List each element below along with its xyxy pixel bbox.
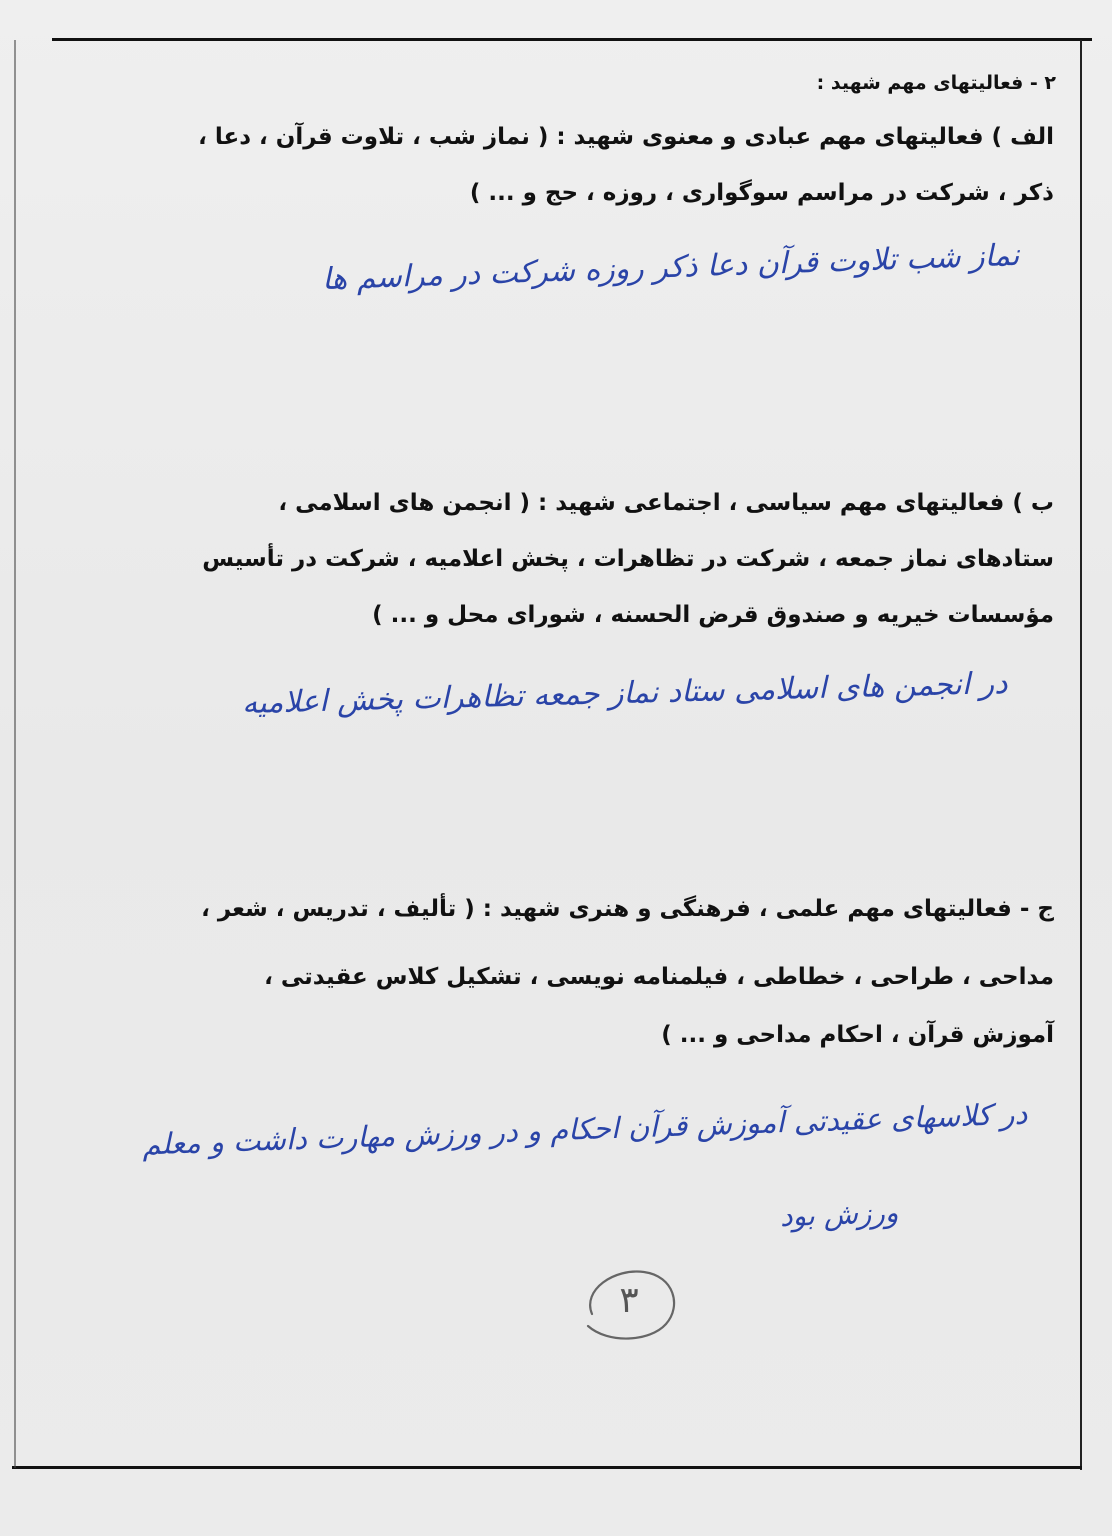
- part-be-line-3: مؤسسات خیریه و صندوق قرض الحسنه ، شورای محل و ... ): [372, 602, 1054, 628]
- part-be-line-2: ستادهای نماز جمعه ، شرکت در تظاهرات ، پخش اعلامیه ، شرکت در تأسیس: [202, 546, 1054, 572]
- page-frame-right-rule: [1080, 40, 1082, 1470]
- part-alef-line-1: الف ) فعالیتهای مهم عبادی و معنوی شهید : ( نماز شب ، تلاوت قرآن ، دعا ،: [198, 124, 1054, 150]
- part-be-line-1: ب ) فعالیتهای مهم سیاسی ، اجتماعی شهید : ( انجمن های اسلامی ،: [278, 490, 1054, 516]
- part-jim-line-2: مداحی ، طراحی ، خطاطی ، فیلمنامه نویسی ، تشکیل کلاس عقیدتی ،: [264, 964, 1054, 990]
- part-be-handwritten-answer: در انجمن های اسلامی ستاد نماز جمعه تظاهرات پخش اعلامیه: [242, 665, 1009, 722]
- part-jim-line-3: آموزش قرآن ، احکام مداحی و ... ): [661, 1022, 1054, 1048]
- part-jim-handwritten-answer-line-2: ورزش بود: [779, 1195, 899, 1234]
- page-number: ۳: [619, 1280, 639, 1321]
- page-frame-top-rule: [52, 38, 1092, 41]
- part-alef-handwritten-answer: نماز شب تلاوت قرآن دعا ذکر روزه شرکت در مراسم ها: [322, 237, 1021, 298]
- part-jim-handwritten-answer-line-1: در کلاسهای عقیدتی آموزش قرآن احکام و در ورزش مهارت داشت و معلم: [142, 1096, 1029, 1162]
- page-number-badge: [574, 1262, 684, 1346]
- page-frame-bottom-rule: [12, 1466, 1082, 1469]
- part-alef-line-2: ذکر ، شرکت در مراسم سوگواری ، روزه ، حج و ... ): [469, 180, 1054, 206]
- part-jim-line-1: ج - فعالیتهای مهم علمی ، فرهنگی و هنری شهید : ( تألیف ، تدریس ، شعر ،: [201, 896, 1054, 922]
- section-heading: ۲ - فعالیتهای مهم شهید :: [816, 72, 1056, 94]
- page-frame-left-rule: [14, 40, 16, 1468]
